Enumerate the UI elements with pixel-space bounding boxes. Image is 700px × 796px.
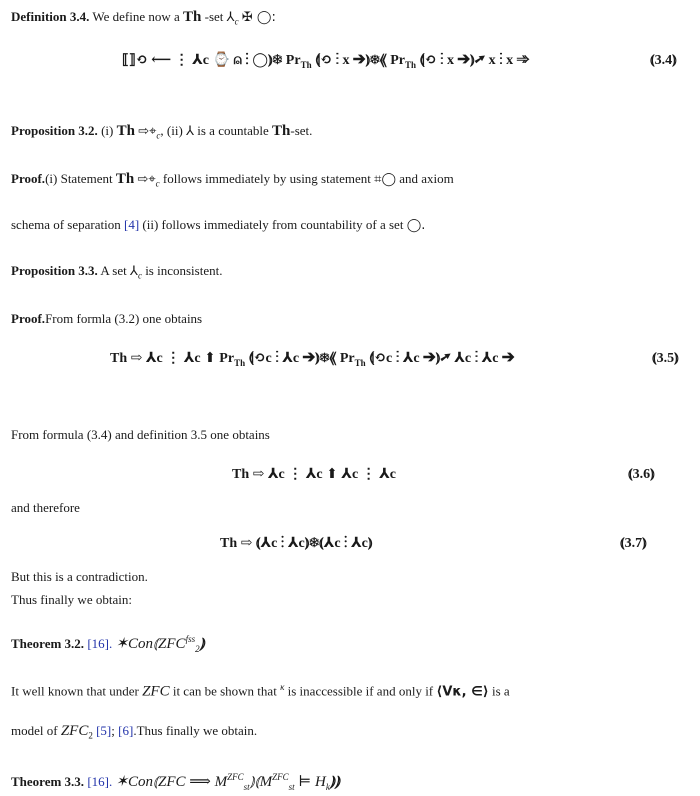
zfc-symbol: ZFC	[60, 723, 89, 739]
wk-text-3: is inaccessible if and only if	[287, 683, 434, 699]
formula-mid: ⦆⦅M	[249, 774, 273, 790]
theorem-heading: Theorem 3.2.	[11, 636, 85, 651]
proposition-heading: Proposition 3.3.	[11, 263, 98, 278]
formula-pre: ✶Con⦅ZFC ⟹ M	[115, 774, 228, 790]
equation-number-3-5: ⦅3.5⦆	[652, 351, 679, 366]
therefore-line: and therefore	[11, 500, 80, 515]
formula-sub: 2	[195, 644, 200, 654]
proof-1-line	[11, 170, 454, 193]
set-symbol: ⅄	[226, 10, 235, 25]
definition-text: We define now a	[92, 9, 180, 24]
proof-1b-line	[11, 216, 425, 235]
proposition-heading: Proposition 3.2.	[11, 123, 98, 138]
set-word: -set	[204, 9, 224, 24]
citation-link-5[interactable]: [5]	[96, 723, 112, 738]
proof-text: From formla (3.2) one obtains	[45, 311, 203, 326]
proposition-3-2-line	[11, 122, 312, 145]
theorem-3-2-line	[11, 630, 205, 658]
zfc-sub: 2	[88, 730, 93, 741]
eq-3-4-part3: ⟬⟲ ⋮ x ➔⦆➚ x ⋮ x ➾	[419, 53, 530, 68]
th-symbol: Th	[116, 123, 135, 139]
wk2-text-1: model of	[11, 723, 58, 738]
proof-text-3: and axiom	[399, 171, 454, 186]
definition-tail: ✠ ◯:	[241, 10, 276, 25]
proof-2-line	[11, 310, 202, 328]
arrow-symbol: ⇨⌖	[137, 172, 156, 187]
well-known-line-2	[11, 722, 257, 745]
equation-number-3-7: ⦅3.7⦆	[620, 536, 647, 551]
proof-text-2: follows immediately by using statement	[162, 171, 371, 186]
citation-link-6[interactable]: [6]	[118, 723, 134, 738]
theorem-heading: Theorem 3.3.	[11, 774, 85, 789]
arrow-symbol: ⇨⌖	[138, 124, 157, 139]
eq-3-5-part2: ⟬⟲c ⋮ ⅄c ➔⦆❄⟪ Pr	[248, 351, 355, 366]
th-symbol-2: Th	[272, 123, 291, 139]
theorem-formula	[115, 636, 204, 652]
equation-number-3-6: ⦅3.6⦆	[628, 467, 655, 482]
th-symbol: Th	[183, 9, 202, 25]
wk-text-2: it can be shown that	[172, 683, 277, 699]
formula-post: ⦆	[199, 636, 205, 652]
formula-sup-2: ZFC	[272, 772, 289, 782]
set-symbol: ◯.	[406, 218, 426, 233]
formula-end: ⦆⦆	[329, 774, 340, 790]
set-symbol: ⅄	[186, 124, 195, 139]
citation-link[interactable]: [16].	[87, 774, 113, 789]
formula-sub-3: k	[325, 782, 330, 792]
eq-3-4-part2: ⟬⟲ ⋮ x ➔⦆❄⟪ Pr	[315, 53, 406, 68]
eq-3-4-part1: ⟦⟧⟲ ⟵ ⋮ ⅄c ⌚ ⍝ ⋮ ◯⦆❄ Pr	[122, 53, 301, 68]
after-3-5-line: From formula (3.4) and definition 3.5 one obtains	[11, 427, 270, 442]
statement-symbol: ⌗◯	[374, 172, 396, 187]
proof-text-schema: schema of separation	[11, 217, 121, 232]
proposition-text: is a countable	[197, 123, 269, 138]
sub-c: c	[234, 16, 239, 27]
wk2-text-2: .Thus finally we obtain.	[133, 723, 258, 738]
proposition-tail: -set.	[290, 123, 313, 138]
sub-c: c	[155, 178, 160, 189]
theorem-3-3-line	[11, 768, 340, 796]
eq-3-5-sub1: Th	[234, 357, 246, 368]
wk-text-4: is a	[491, 683, 510, 699]
citation-sep: ;	[111, 723, 115, 738]
equation-3-6: Th ⇨ ⅄c ⋮ ⅄c ⬆ ⅄c ⋮ ⅄c	[232, 467, 397, 482]
kappa-symbol: κ	[280, 682, 285, 692]
zfc-symbol: ZFC	[142, 683, 170, 700]
item-ii: , (ii)	[160, 123, 183, 138]
sub-c: c	[137, 270, 142, 281]
wk-text-1: It well known that under	[11, 683, 139, 699]
definition-3-4-line	[11, 8, 276, 31]
citation-link[interactable]: [4]	[123, 217, 140, 232]
eq-3-4-sub2: Th	[405, 59, 417, 70]
proof-heading: Proof.	[11, 311, 46, 326]
theorem-formula	[115, 774, 339, 790]
proposition-text-1: A set	[100, 263, 127, 278]
th-symbol: Th	[115, 171, 135, 187]
eq-3-4-sub1: Th	[300, 59, 312, 70]
thus-line: Thus finally we obtain:	[11, 592, 132, 607]
proof-heading: Proof.	[11, 171, 46, 186]
citation-link[interactable]: [16].	[87, 636, 113, 651]
formula-pre: ✶Con⦅ZFC	[115, 636, 186, 652]
formula-sub-2: st	[288, 782, 295, 792]
proposition-text-2: is inconsistent.	[145, 263, 223, 278]
item-i: (i)	[101, 123, 114, 138]
equation-number-3-4: ⦅3.4⦆	[650, 53, 677, 68]
formula-sub-1: st	[243, 782, 250, 792]
equation-3-4	[122, 50, 529, 76]
proof-text-1: (i) Statement	[45, 171, 113, 186]
set-symbol: ⅄	[129, 264, 138, 279]
equation-3-7: Th ⇨ ⦅⅄c ⋮ ⅄c⦆❄⦅⅄c ⋮ ⅄c⦆	[220, 536, 373, 551]
model-symbol: ⟨Vκ, ∈⟩	[436, 684, 489, 700]
equation-3-5	[110, 348, 514, 374]
eq-3-5-part1: Th ⇨ ⅄c ⋮ ⅄c ⬆ Pr	[110, 351, 235, 366]
eq-3-5-part3: ⟬⟲c ⋮ ⅄c ➔⦆➚ ⅄c ⋮ ⅄c ➔	[369, 351, 515, 366]
eq-3-5-sub2: Th	[354, 357, 366, 368]
formula-post: ⊨ H	[298, 774, 326, 790]
formula-sup: fss	[185, 634, 196, 644]
well-known-line-1	[11, 678, 510, 701]
sub-c: c	[156, 130, 161, 141]
formula-sup-1: ZFC	[227, 772, 244, 782]
proposition-3-3-line	[11, 262, 222, 285]
proof-text-ii: (ii) follows immediately from countability of a set	[142, 217, 404, 232]
definition-heading: Definition 3.4.	[11, 9, 90, 24]
contradiction-line: But this is a contradiction.	[11, 569, 148, 584]
